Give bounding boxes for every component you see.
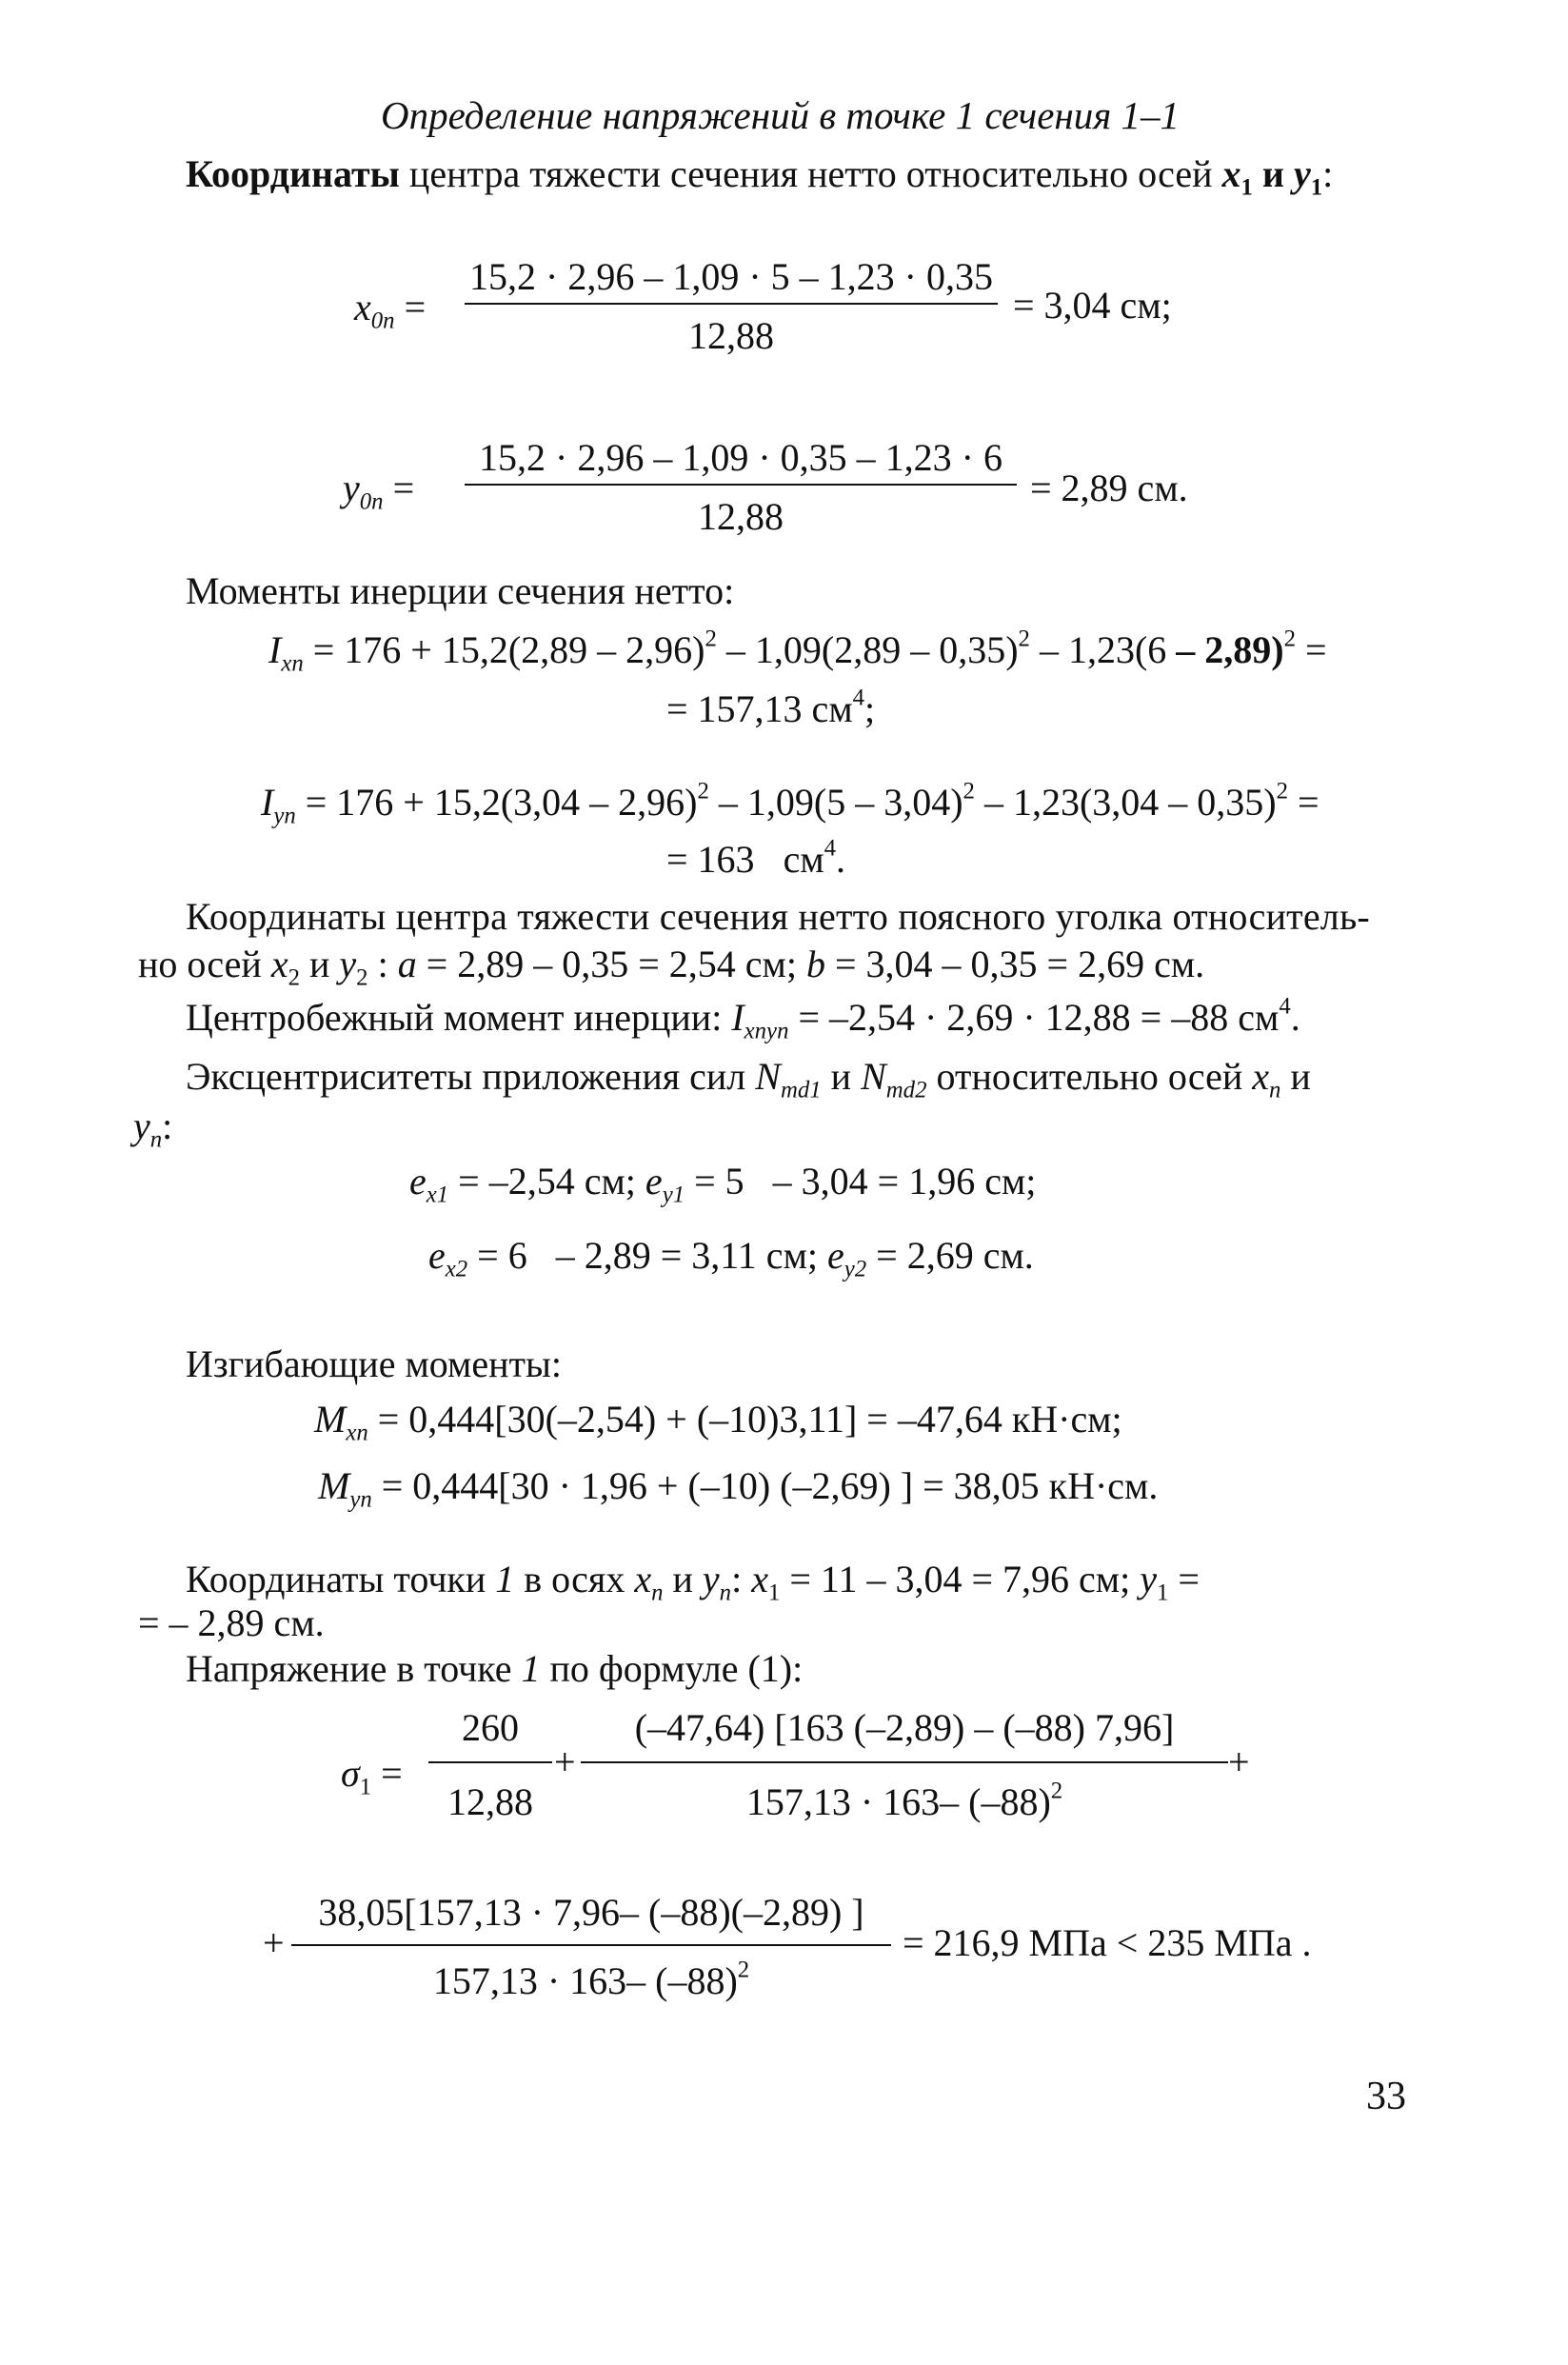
angle-centroid-line2: но осей $x_2$ и $y_2$ : a = 2,89 – 0,35 = 2,54 см; b = 3,04 – 0,35 = 2,69 см. — [138, 943, 1205, 991]
y0n-denominator: 12,88 — [698, 495, 784, 538]
x0n-result: = 3,04 см; — [1013, 284, 1172, 327]
stress-title: Напряжение в точке 1 по формуле (1): — [186, 1647, 804, 1690]
sigma-frac2-den: 157,13 · 163– $(-88)^2$ — [745, 1778, 1063, 1823]
angle-centroid-line1: Координаты центра тяжести сечения нетто поясного уголка относитель- — [186, 895, 1370, 938]
intro-bold: Координаты — [186, 152, 400, 195]
x0n-numerator: 15,2 · 2,96 – 1,09 · 5 – 1,23 · 0,35 — [469, 255, 993, 298]
eccentricity-line1: $e_{x1} = -2,54$ см; $e_{y1} = 5 - 3,04 = 1,96$ см; — [409, 1160, 1037, 1208]
y0n-result: = 2,89 см. — [1030, 467, 1188, 509]
centroid-intro: Координаты центра тяжести сечения нетто относительно осей $x_1$ и $y_1$: — [186, 152, 1334, 201]
x0n-fraction-line — [465, 303, 998, 305]
y0n-fraction-line — [465, 484, 1017, 486]
point-coords-line1: Координаты точки 1 в осях $x_n$ и $y_n$: $x_1 = 11 - 3,04 = 7,96$ см; $y_1$ = — [186, 1558, 1200, 1606]
bending-title: Изгибающие моменты: — [186, 1342, 562, 1385]
formula-myn: $M_{yn} = 0,444[30 \cdot 1,96 + (-10)$ (–2,69) ] = 38,05 кН·см. — [318, 1464, 1159, 1513]
sigma-frac3-line — [291, 1944, 891, 1946]
moments-title: Моменты инерции сечения нетто: — [186, 569, 735, 612]
iyn-result: = 163 $см^4$. — [666, 835, 846, 881]
section-heading: Определение напряжений в точке 1 сечения 1–1 — [381, 93, 1181, 137]
sigma-frac1-num: 260 — [462, 1706, 519, 1749]
point-coords-line2: = – 2,89 см. — [138, 1601, 325, 1644]
eccentricity-intro: Эксцентриситеты приложения сил $N_{md1}$ и $N_{md2}$ относительно осей $x_n$ и — [186, 1055, 1311, 1103]
ixn-result: = 157,13 $см^4$; — [666, 685, 876, 730]
y0n-numerator: 15,2 · 2,96 – 1,09 · 0,35 – 1,23 · 6 — [479, 436, 1002, 479]
formula-iyn: $I_{yn} = 176 + 15,2(3,04 - 2,96)^2 - 1,09(5 - 3,04)^2 - 1,23(3,04 - 0,35)^2$ = — [261, 778, 1320, 829]
sigma-frac3-num: 38,05[157,13 · 7,96– (–88)(–2,89) ] — [318, 1891, 864, 1934]
centrifugal-moment: Центробежный момент инерции: $I_{xnyn} = -2,54 \cdot 2,69 \cdot 12,88 = -88$ $см^4$. — [186, 993, 1300, 1044]
eccentricity-line2: $e_{x2} = 6 - 2,89 = 3,11$ см; $e_{y2} = 2,69$ см. — [428, 1234, 1034, 1282]
sigma-plus3: + — [263, 1921, 285, 1964]
sigma-frac1-den: 12,88 — [447, 1780, 533, 1823]
sigma-result: = 216,9 МПа < 235 МПа . — [903, 1921, 1312, 1964]
sigma-frac2-line — [581, 1761, 1228, 1763]
page-number: 33 — [1366, 2075, 1406, 2118]
x0n-denominator: 12,88 — [688, 314, 774, 357]
sigma-plus2: + — [1228, 1740, 1250, 1783]
sigma-frac3-den: 157,13 · 163– $(-88)^2$ — [432, 1957, 750, 2002]
sigma-frac1-line — [428, 1761, 552, 1763]
formula-mxn: $M_{xn} = 0,444[30(-2,54) + (-10)3,11] = -47,64$ кН·см; — [314, 1398, 1122, 1446]
eccentricity-y-axis: $y_n$: — [133, 1104, 173, 1153]
intro-text: центра тяжести сечения нетто относительно осей — [399, 152, 1222, 195]
sigma-frac2-num: (–47,64) [163 (–2,89) – (–88) 7,96] — [634, 1706, 1175, 1749]
sigma-plus1: + — [554, 1740, 576, 1783]
formula-ixn: $I_{xn} = 176 + 15,2(2,89 - 2,96)^2 - 1,09(2,89 - 0,35)^2 - 1,23(6 - 2,89)^2$ = — [268, 626, 1327, 677]
